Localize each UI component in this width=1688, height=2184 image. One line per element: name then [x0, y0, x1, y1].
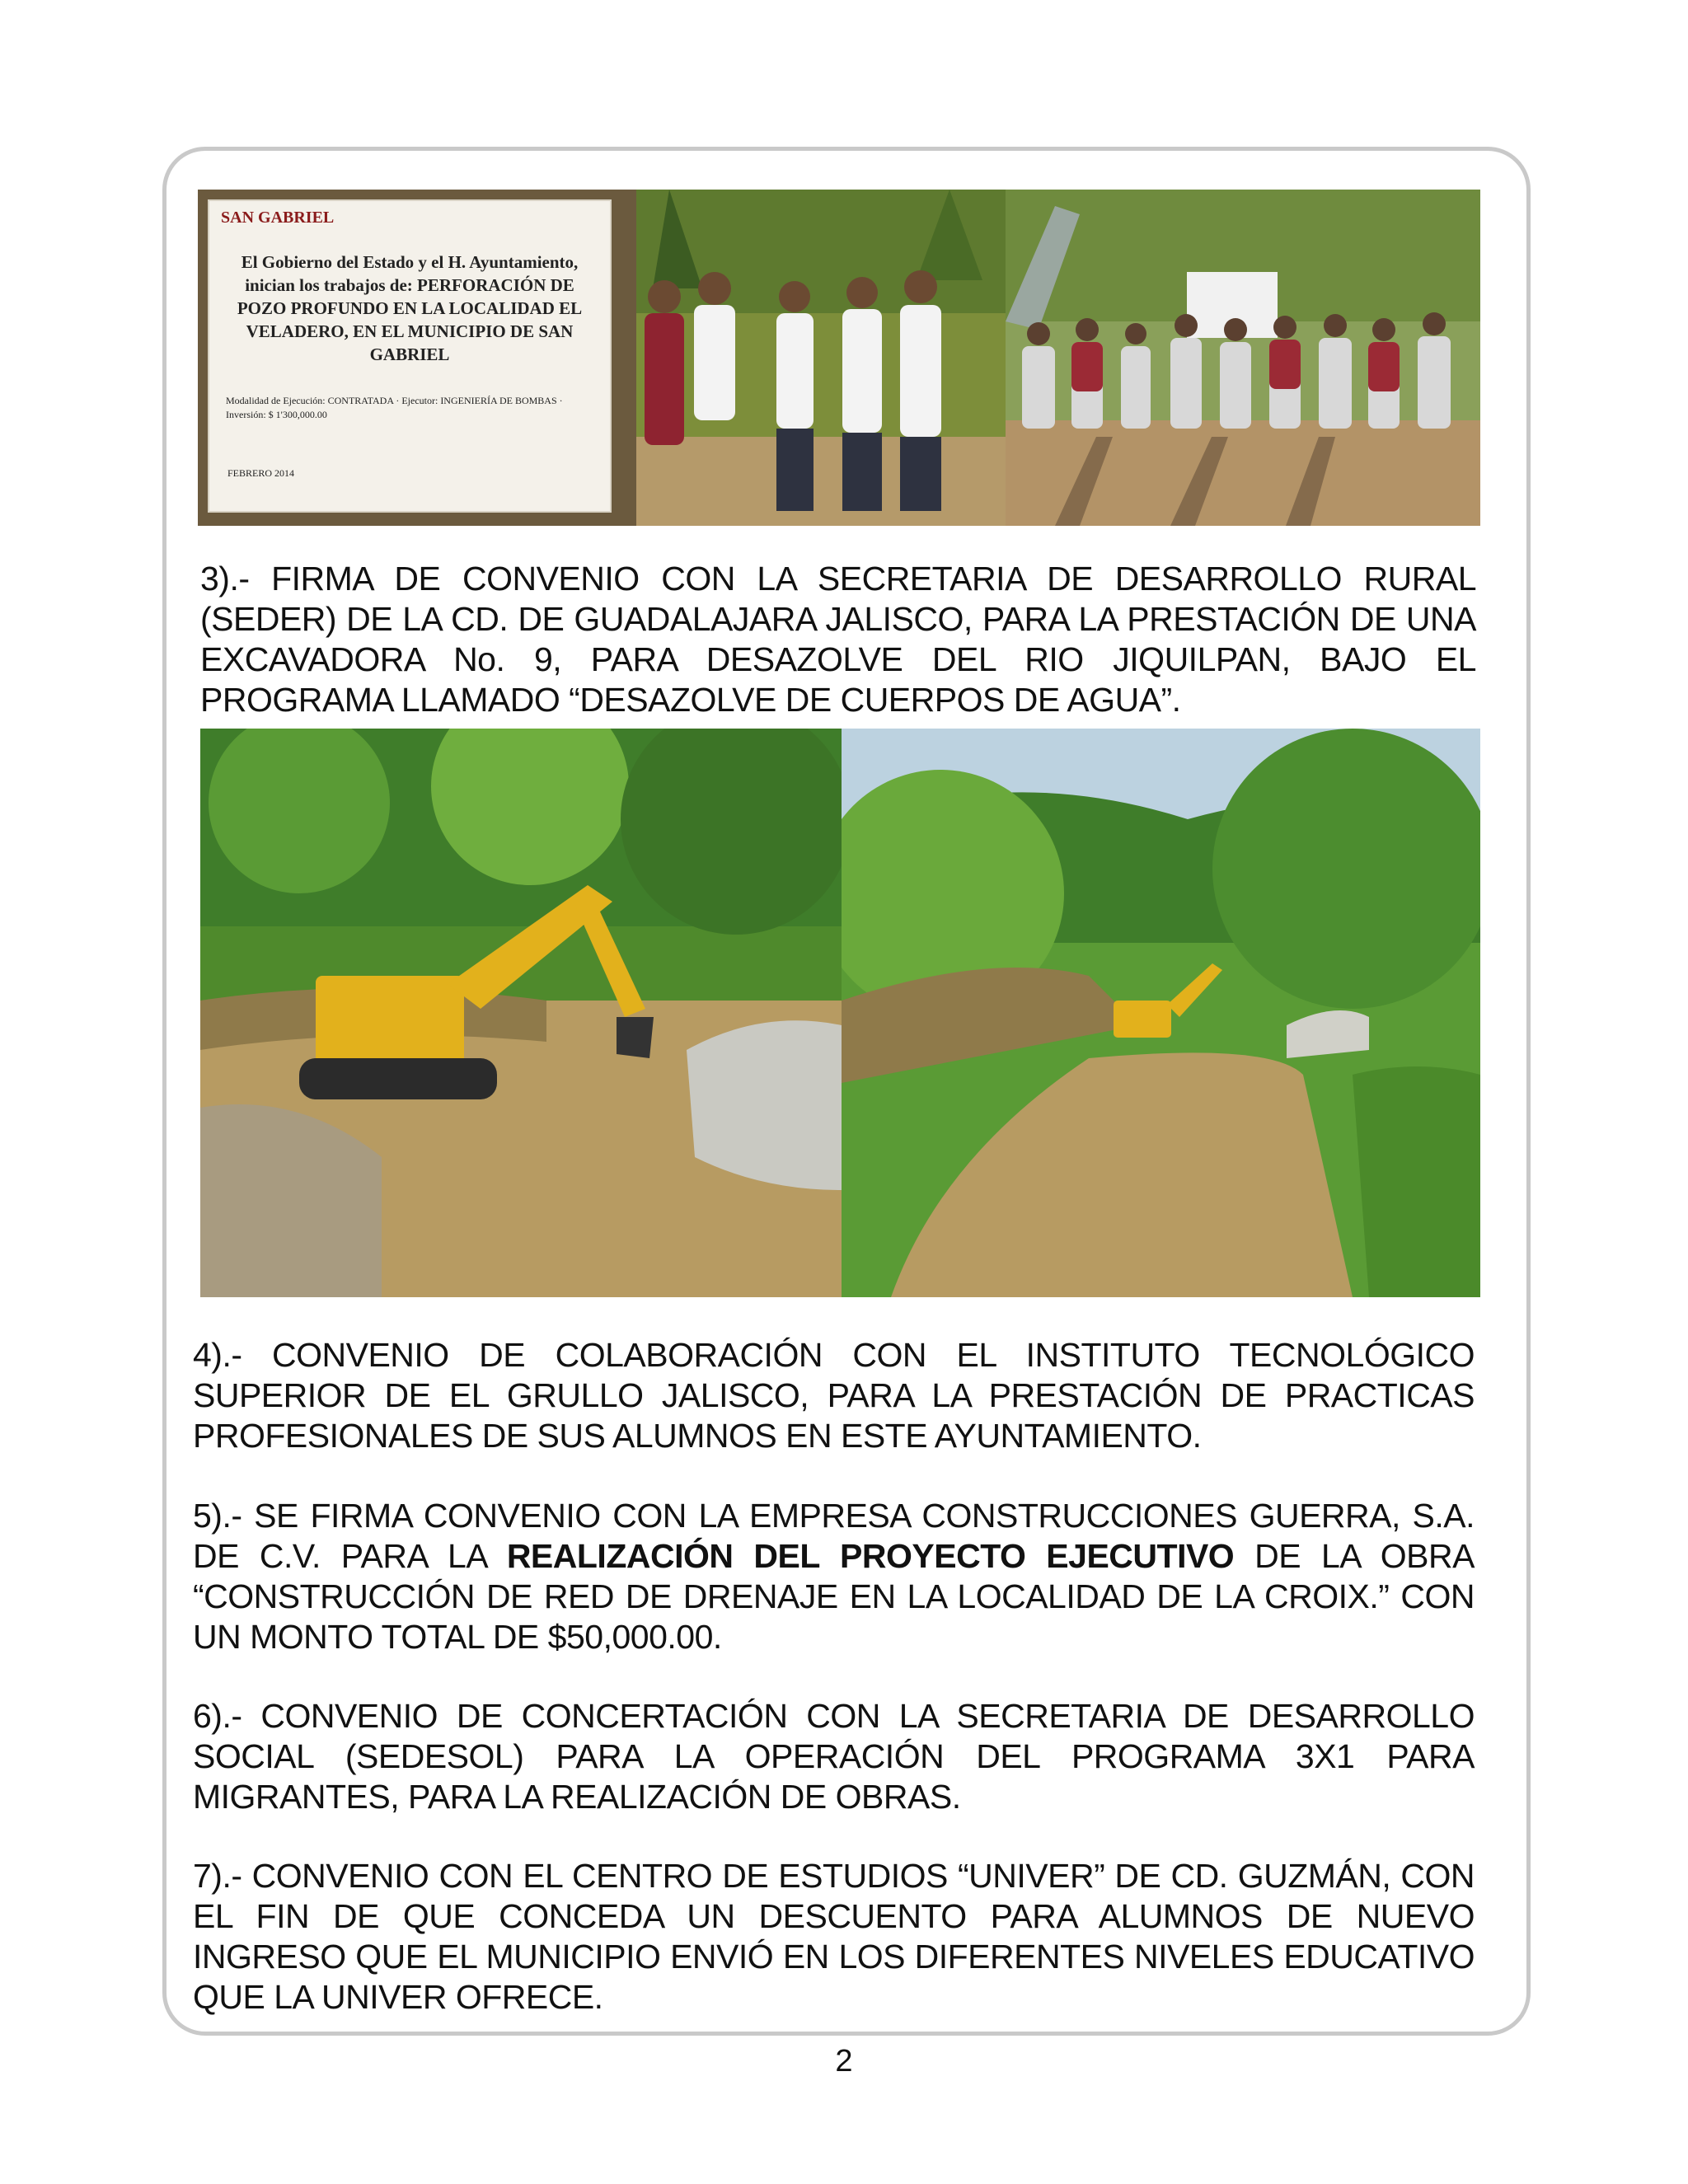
sign-photo	[198, 190, 636, 526]
crowd-photo	[1006, 190, 1480, 526]
officials-photo-image	[636, 190, 1006, 526]
sign-details: Modalidad de Ejecución: CONTRATADA · Ejecutor: INGENIERÍA DE BOMBAS · Inversión: $ 1'300,000.00	[226, 395, 563, 420]
sign-date: FEBRERO 2014	[227, 467, 295, 479]
item-5-text-start: 5).- SE FIRMA CONVENIO CON LA EMPRESA CONSTRUCCIONES GUERRA, S.A. DE C.V. PARA LA	[193, 1497, 1475, 1575]
san-gabriel-logo: SAN GABRIEL	[221, 209, 335, 227]
crowd-photo-image	[1006, 190, 1480, 526]
item-5-bold-phrase: REALIZACIÓN DEL PROYECTO EJECUTIVO	[506, 1537, 1235, 1575]
officials-photo	[636, 190, 1006, 526]
item-7-text: 7).- CONVENIO CON EL CENTRO DE ESTUDIOS “UNIVER” DE CD. GUZMÁN, CON EL FIN DE QUE CONCEDA UN DESCUENTO PARA ALUMNOS DE NUEVO INGRESO QUE EL MUNICIPIO ENVIÓ EN LOS DIFERENTES NIVELES EDUCATIVO QUE LA UNIVER OFRECE.	[193, 1857, 1475, 2016]
item-4-text: 4).- CONVENIO DE COLABORACIÓN CON EL INSTITUTO TECNOLÓGICO SUPERIOR DE EL GRULLO JALISCO, PARA LA PRESTACIÓN DE PRACTICAS PROFESIONALES DE SUS ALUMNOS EN ESTE AYUNTAMIENTO.	[193, 1336, 1475, 1455]
item-5-text	[193, 1496, 1475, 1657]
item-5-text-end: DE LA OBRA “CONSTRUCCIÓN DE RED DE DRENAJE EN LA LOCALIDAD DE LA CROIX.” CON UN MONTO TOTAL DE $50,000.00.	[193, 1537, 1475, 1656]
sign-headline: El Gobierno del Estado y el H. Ayuntamiento, inician los trabajos de: PERFORACIÓN DE POZO PROFUNDO EN LA LOCALIDAD EL VELADERO, EN EL MUNICIPIO DE SAN GABRIEL	[237, 252, 583, 364]
excavator-close-photo	[200, 729, 842, 1297]
project-sign	[208, 199, 612, 513]
item-3-text: 3).- FIRMA DE CONVENIO CON LA SECRETARIA DE DESARROLLO RURAL (SEDER) DE LA CD. DE GUADALAJARA JALISCO, PARA LA PRESTACIÓN DE UNA EXCAVADORA No. 9, PARA DESAZOLVE DEL RIO JIQUILPAN, BAJO EL PROGRAMA LLAMADO “DESAZOLVE DE CUERPOS DE AGUA”.	[200, 560, 1476, 719]
excavator-close-photo-image	[200, 729, 842, 1297]
excavator-far-photo	[842, 729, 1480, 1297]
item-6-text: 6).- CONVENIO DE CONCERTACIÓN CON LA SECRETARIA DE DESARROLLO SOCIAL (SEDESOL) PARA LA OPERACIÓN DEL PROGRAMA 3X1 PARA MIGRANTES, PARA LA REALIZACIÓN DE OBRAS.	[193, 1697, 1475, 1816]
page-number: 2	[835, 2044, 853, 2079]
excavator-far-photo-image	[842, 729, 1480, 1297]
